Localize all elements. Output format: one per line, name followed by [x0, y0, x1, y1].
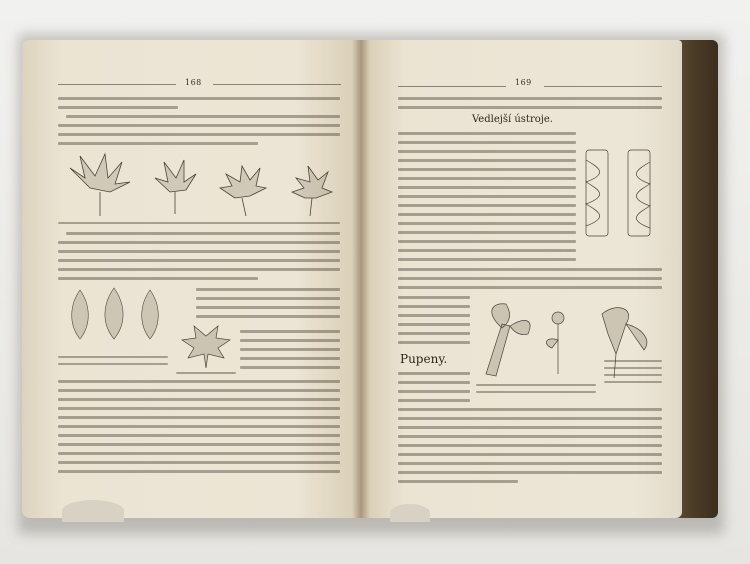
- right-heading-2: Pupeny.: [400, 352, 448, 366]
- maple-leaf-figure: [176, 322, 236, 372]
- left-caption-1: [58, 222, 340, 224]
- right-header-rule-right: [544, 86, 662, 87]
- left-header-rule-left: [58, 84, 176, 85]
- page-tear-left: [62, 500, 124, 522]
- left-header-rule-right: [213, 84, 341, 85]
- right-page-number: 169: [515, 78, 532, 87]
- right-header-rule-left: [398, 86, 506, 87]
- page-tear-right: [390, 504, 430, 522]
- leaf-figures-left-group: [62, 284, 172, 344]
- spiral-stem-figure: [580, 140, 662, 250]
- left-page-number: 168: [185, 78, 202, 87]
- right-heading-1: Vedlejší ústroje.: [472, 114, 553, 125]
- leaf-figure-row: [60, 148, 340, 220]
- book-gutter: [352, 40, 370, 518]
